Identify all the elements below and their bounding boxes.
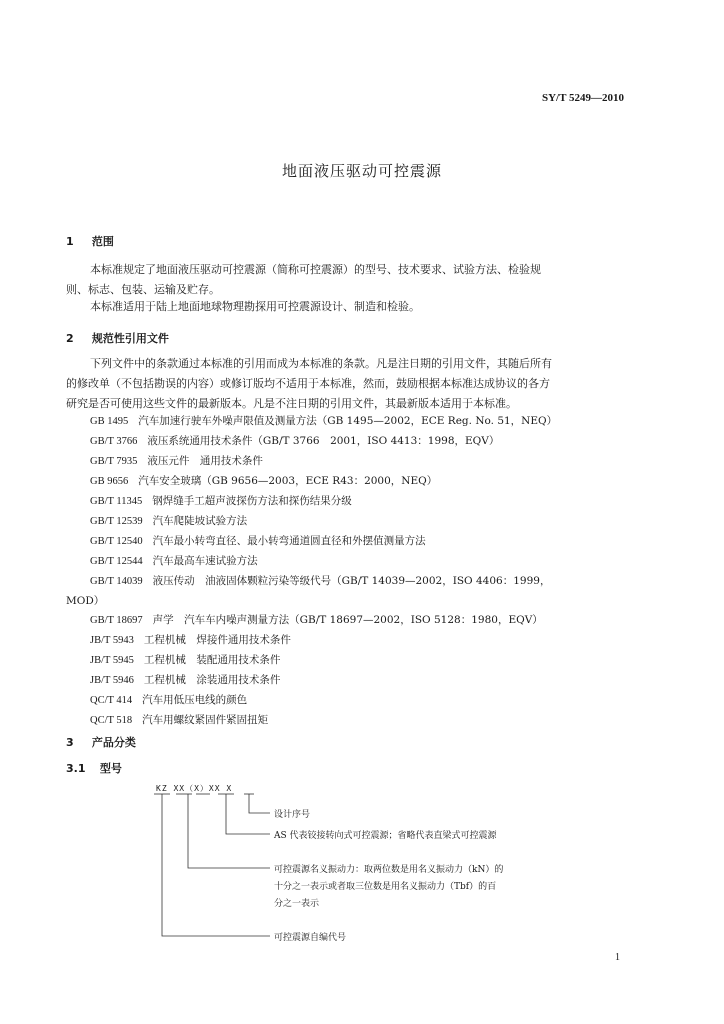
reference-title: 工程机械 焊接件通用技术条件 <box>143 634 291 646</box>
reference-title: 液压元件 通用技术条件 <box>147 455 263 467</box>
section-number: 3 <box>66 736 74 749</box>
reference-title: 汽车最小转弯直径、最小转弯通道圆直径和外摆值测量方法 <box>152 535 426 547</box>
reference-title: 钢焊缝手工超声波探伤方法和探伤结果分级 <box>152 495 352 507</box>
subsection-3-1-heading <box>66 760 122 776</box>
label-design-sequence: 设计序号 <box>274 810 311 820</box>
text-line: 本标准规定了地面液压驱动可控震源（简称可控震源）的型号、技术要求、试验方法、检验规 <box>90 263 541 276</box>
section-title: 规范性引用文件 <box>91 332 169 345</box>
reference-code: GB 9656 <box>90 476 129 487</box>
reference-item <box>90 573 550 588</box>
section-3-heading <box>66 734 136 750</box>
section-title: 范围 <box>91 235 114 248</box>
reference-title: 液压传动 油液固体颗粒污染等级代号（GB/T 14039—2002，ISO 4406：1999， <box>152 575 551 587</box>
reference-item <box>90 453 263 468</box>
reference-title: 声学 汽车车内噪声测量方法（GB/T 18697—2002，ISO 5128：1980，EQV） <box>152 614 543 626</box>
reference-item <box>90 553 258 568</box>
text-line: 下列文件中的条款通过本标准的引用而成为本标准的条款。凡是注日期的引用文件，其随后所有 <box>90 357 552 370</box>
model-designation-diagram <box>150 780 570 950</box>
scope-paragraph-1 <box>66 260 636 300</box>
reference-code: GB/T 18697 <box>90 615 143 626</box>
leader-self-code <box>162 794 270 936</box>
reference-item <box>90 533 426 548</box>
section-number: 1 <box>66 235 74 248</box>
reference-code: JB/T 5945 <box>90 655 134 666</box>
reference-title: 汽车爬陡坡试验方法 <box>152 515 248 527</box>
reference-title: 汽车用螺纹紧固件紧固扭矩 <box>142 714 269 726</box>
reference-item <box>90 632 291 647</box>
reference-item <box>90 712 268 727</box>
reference-item <box>90 513 247 528</box>
reference-code: GB/T 7935 <box>90 456 138 467</box>
text-line: 的修改单（不包括勘误的内容）或修订版均不适用于本标准，然而，鼓励根据本标准达成协议的各方 <box>66 377 550 390</box>
reference-item <box>90 473 437 488</box>
text-line: 研究是否可使用这些文件的最新版本。凡是不注日期的引用文件，其最新版本适用于本标准。 <box>66 397 517 410</box>
reference-code: QC/T 414 <box>90 695 133 706</box>
reference-code: GB/T 3766 <box>90 436 138 447</box>
reference-item <box>90 692 247 707</box>
reference-title: 工程机械 装配通用技术条件 <box>143 654 281 666</box>
subsection-title: 型号 <box>99 762 122 775</box>
reference-title: 汽车加速行驶车外噪声限值及测量方法（GB 1495—2002，ECE Reg. No. 51，NEQ） <box>138 415 558 427</box>
text-line: 本标准适用于陆上地面地球物理勘探用可控震源设计、制造和检验。 <box>90 300 420 313</box>
reference-title: 液压系统通用技术条件（GB/T 3766 2001，ISO 4413：1998，EQV） <box>147 435 500 447</box>
reference-item <box>90 652 280 667</box>
reference-code: GB/T 12544 <box>90 556 143 567</box>
reference-code: GB/T 12539 <box>90 516 143 527</box>
reference-title: 汽车用低压电线的颜色 <box>142 694 248 706</box>
reference-code: JB/T 5943 <box>90 635 134 646</box>
subsection-number: 3.1 <box>66 762 86 775</box>
reference-title: 汽车安全玻璃（GB 9656—2003，ECE R43：2000，NEQ） <box>138 475 438 487</box>
reference-title: 汽车最高车速试验方法 <box>152 555 258 567</box>
label-force-line-1: 可控震源名义振动力：取两位数是用名义振动力（kN）的 <box>274 865 504 875</box>
page-number: 1 <box>615 952 620 963</box>
leader-as <box>226 794 270 834</box>
reference-code: JB/T 5946 <box>90 675 134 686</box>
section-1-heading <box>66 233 114 249</box>
section-number: 2 <box>66 332 74 345</box>
reference-item <box>90 413 557 428</box>
scope-paragraph-2 <box>66 297 636 317</box>
model-code-template: KZ XX（X）XX X <box>156 784 233 793</box>
leader-design-seq <box>249 794 270 813</box>
document-title: 地面液压驱动可控震源 <box>281 162 442 180</box>
section-2-heading <box>66 330 169 346</box>
label-self-code: 可控震源自编代号 <box>274 933 347 943</box>
reference-code: GB/T 14039 <box>90 576 143 587</box>
section-title: 产品分类 <box>91 736 136 749</box>
text-line: 则、标志、包装、运输及贮存。 <box>66 283 220 296</box>
references-intro <box>66 354 636 414</box>
reference-item <box>90 672 280 687</box>
reference-item-continuation: MOD） <box>66 595 105 607</box>
reference-code: GB 1495 <box>90 416 129 427</box>
label-force-line-2: 十分之一表示或者取三位数是用名义振动力（Tbf）的百 <box>274 882 497 892</box>
reference-code: GB/T 12540 <box>90 536 143 547</box>
reference-code: GB/T 11345 <box>90 496 143 507</box>
leader-force <box>188 794 270 868</box>
reference-item <box>90 433 499 448</box>
reference-item <box>90 493 352 508</box>
reference-code: QC/T 518 <box>90 715 133 726</box>
label-as-code: AS 代表铰接转向式可控震源；省略代表直梁式可控震源 <box>274 831 497 841</box>
standard-code: SY/T 5249—2010 <box>541 92 624 104</box>
reference-title: 工程机械 涂装通用技术条件 <box>143 674 281 686</box>
reference-item <box>90 612 543 627</box>
label-force-line-3: 分之一表示 <box>274 899 320 909</box>
